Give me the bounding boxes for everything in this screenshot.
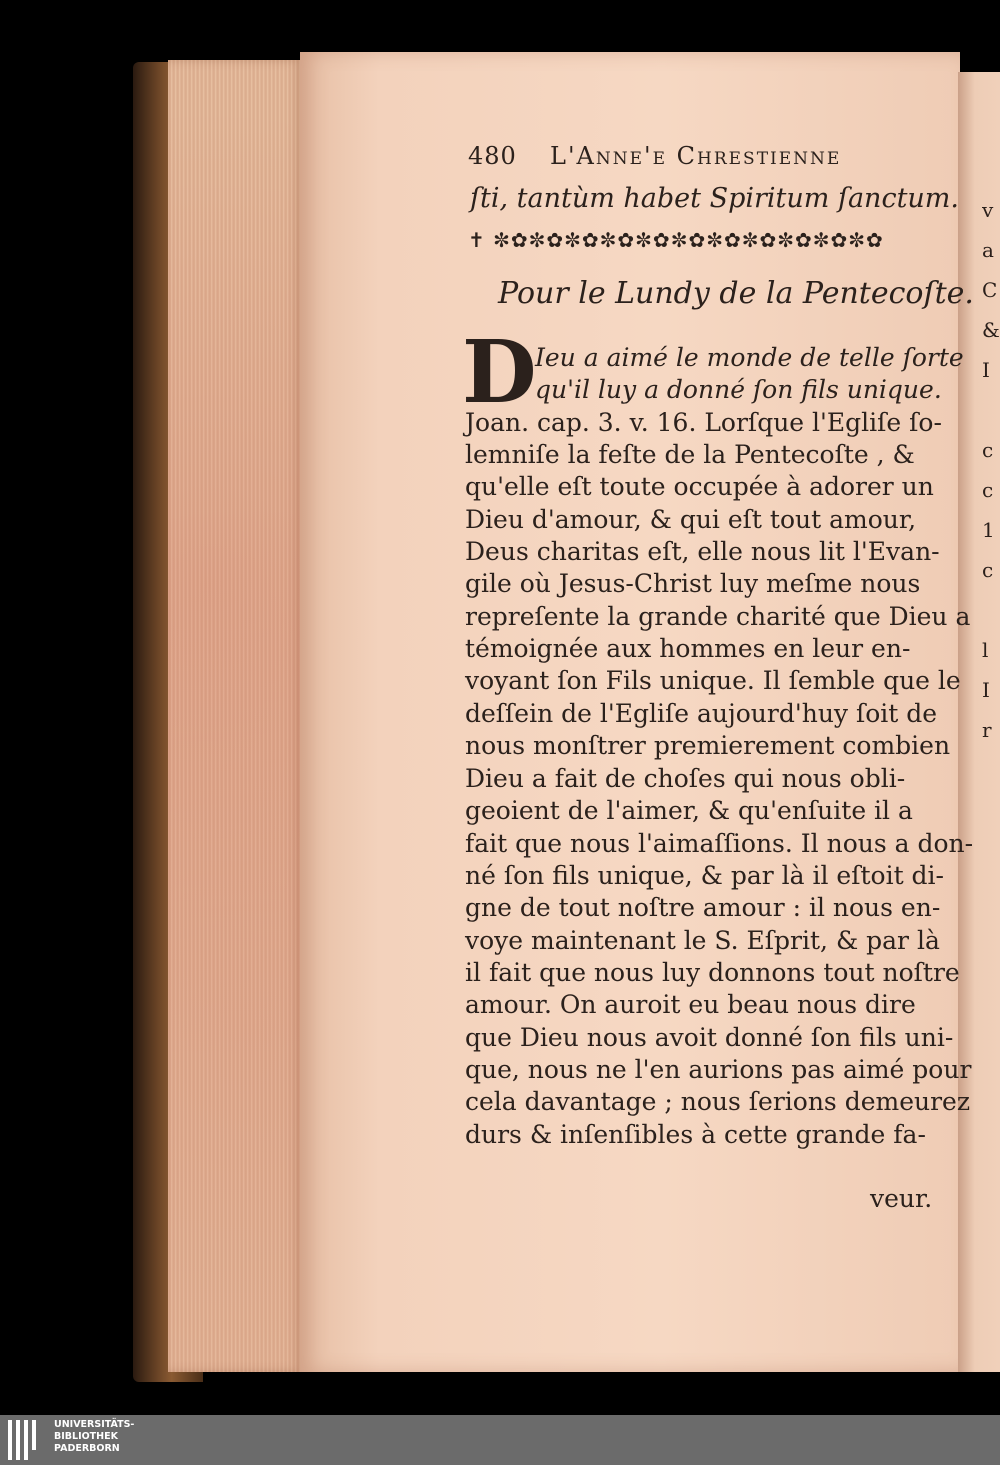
facing-page-letter <box>982 790 1000 830</box>
text-line: durs & inſenſibles à cette grande fa- <box>465 1120 926 1149</box>
drop-cap: D <box>462 322 537 423</box>
ornament-band: ✝ ✼✿✼✿✼✿✼✿✼✿✼✿✼✿✼✿✼✿✼✿✼✿ <box>468 228 884 252</box>
library-logo-icon <box>8 1420 48 1460</box>
text-line: gile où Jesus-Christ luy meſme nous <box>465 569 921 598</box>
facing-page-letter: & <box>982 318 1000 342</box>
text-line: que Dieu nous avoit donné ſon fils uni- <box>465 1023 954 1052</box>
facing-page-letter: l <box>982 638 989 662</box>
text-line: deſſein de l'Egliſe aujourd'huy ſoit de <box>465 699 938 728</box>
text-line: que, nous ne l'en aurions pas aimé pour <box>465 1055 972 1084</box>
text-line: amour. On auroit eu beau nous dire <box>465 990 916 1019</box>
facing-page-letter: r <box>982 718 992 742</box>
facing-page-letter: 1 <box>982 518 995 542</box>
library-name-line2: BIBLIOTHEK <box>54 1431 118 1442</box>
text-line: lemniſe la feſte de la Pentecoſte , & <box>465 440 915 469</box>
text-line: Dieu d'amour, & qui eſt tout amour, <box>465 505 917 534</box>
section-title: Pour le Lundy de la Pentecoſte. <box>498 276 974 311</box>
library-name-line1: UNIVERSITÄTS- <box>54 1419 135 1430</box>
facing-page-letter <box>982 590 1000 630</box>
facing-page-letter: c <box>982 478 994 502</box>
facing-page-letter <box>982 390 1000 430</box>
facing-page-letter: c <box>982 558 994 582</box>
text-line: né ſon fils unique, & par là il eſtoit di- <box>465 861 945 890</box>
facing-page-letter: c <box>982 438 994 462</box>
library-name-line3: PADERBORN <box>54 1443 120 1454</box>
text-line: voye maintenant le S. Eſprit, & par là <box>465 926 940 955</box>
text-line: fait que nous l'aimaſſions. Il nous a don- <box>465 829 974 858</box>
facing-page-letter: I <box>982 358 990 382</box>
page-header <box>468 142 928 178</box>
text-line: qu'il luy a donné ſon fils unique. <box>535 375 942 404</box>
text-line: Joan. cap. 3. v. 16. Lorſque l'Egliſe ſo- <box>465 408 942 437</box>
facing-page-letter: a <box>982 238 994 262</box>
facing-page-letter: C <box>982 278 998 302</box>
facing-page-letter: v <box>982 198 994 222</box>
text-line: repreſente la grande charité que Dieu a <box>465 602 971 631</box>
library-name <box>54 1419 134 1455</box>
catchword: veur. <box>870 1184 933 1213</box>
running-title: L'Anne'e Chrestienne <box>550 142 842 170</box>
facing-page-letters <box>982 190 1000 830</box>
facing-page-letter: I <box>982 678 990 702</box>
text-line: voyant ſon Fils unique. Il ſemble que le <box>465 666 961 695</box>
text-line: geoient de l'aimer, & qu'enſuite il a <box>465 796 913 825</box>
text-line: cela davantage ; nous ſerions demeurez <box>465 1087 971 1116</box>
continuation-line: ſti, tantùm habet Spiritum ſanctum. <box>470 183 959 214</box>
text-line: il fait que nous luy donnons tout noſtre <box>465 958 960 987</box>
text-line: Deus charitas eſt, elle nous lit l'Evan- <box>465 537 940 566</box>
page-edges <box>168 60 303 1372</box>
facing-page-letter <box>982 750 1000 790</box>
footer-bar <box>0 1415 1000 1465</box>
page-number: 480 <box>468 142 517 170</box>
text-line: nous monſtrer premierement combien <box>465 731 951 760</box>
text-line: qu'elle eſt toute occupée à adorer un <box>465 472 934 501</box>
text-line: témoignée aux hommes en leur en- <box>465 634 911 663</box>
text-line: gne de tout noſtre amour : il nous en- <box>465 893 941 922</box>
text-line: Ieu a aimé le monde de telle ſorte <box>535 343 964 372</box>
text-line: Dieu a fait de choſes qui nous obli- <box>465 764 906 793</box>
